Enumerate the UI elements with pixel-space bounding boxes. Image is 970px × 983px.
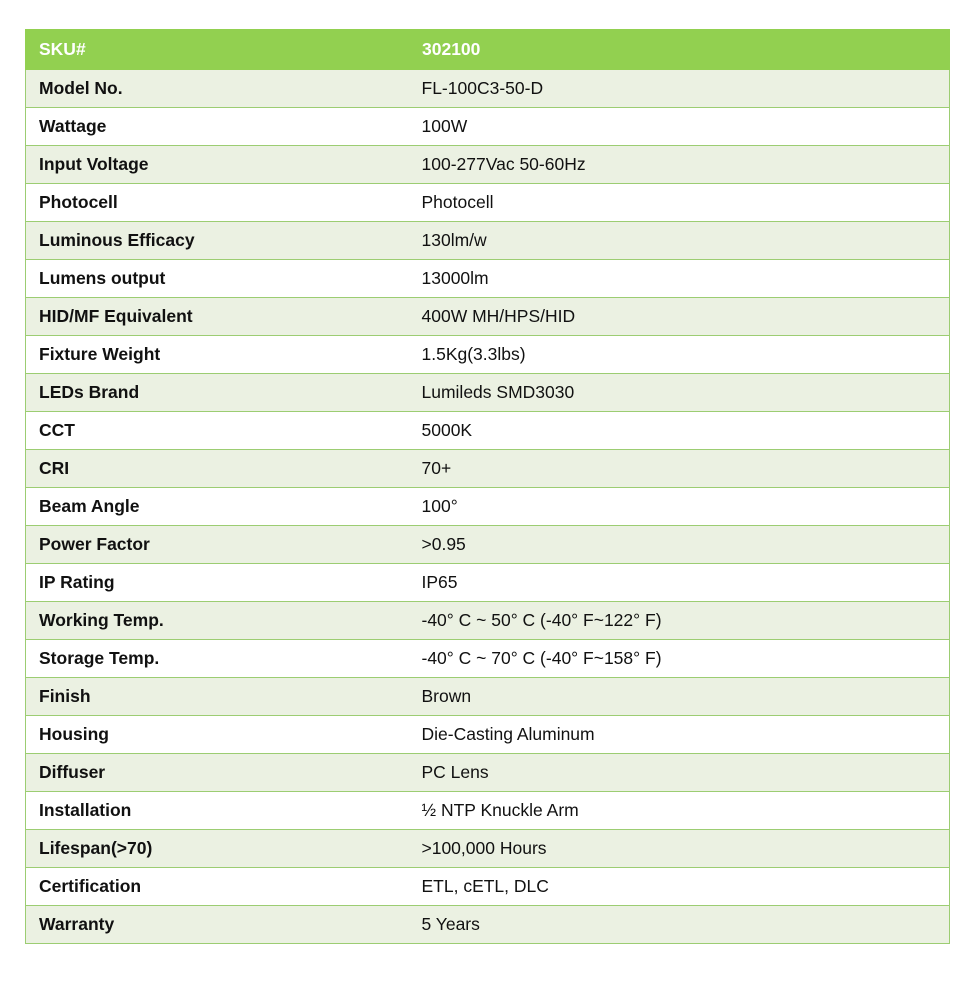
table-row <box>26 602 950 640</box>
spec-label: Wattage <box>26 108 409 146</box>
spec-label: Photocell <box>26 184 409 222</box>
spec-label: Lifespan(>70) <box>26 830 409 868</box>
spec-value: 130lm/w <box>409 222 950 260</box>
spec-label: Model No. <box>26 70 409 108</box>
spec-value: 100W <box>409 108 950 146</box>
spec-value: FL-100C3-50-D <box>409 70 950 108</box>
table-row <box>26 336 950 374</box>
spec-value: 5 Years <box>409 906 950 944</box>
spec-value: IP65 <box>409 564 950 602</box>
table-row <box>26 146 950 184</box>
table-row <box>26 184 950 222</box>
spec-label: Warranty <box>26 906 409 944</box>
spec-label: Input Voltage <box>26 146 409 184</box>
spec-label: Storage Temp. <box>26 640 409 678</box>
spec-value: -40° C ~ 70° C (-40° F~158° F) <box>409 640 950 678</box>
spec-label: Fixture Weight <box>26 336 409 374</box>
spec-body <box>26 70 950 944</box>
table-row <box>26 222 950 260</box>
table-row <box>26 70 950 108</box>
spec-value: 400W MH/HPS/HID <box>409 298 950 336</box>
table-row <box>26 108 950 146</box>
spec-label: IP Rating <box>26 564 409 602</box>
table-row <box>26 488 950 526</box>
table-row <box>26 412 950 450</box>
spec-value: 1.5Kg(3.3lbs) <box>409 336 950 374</box>
spec-label: Installation <box>26 792 409 830</box>
table-row <box>26 754 950 792</box>
table-row <box>26 792 950 830</box>
table-row <box>26 450 950 488</box>
table-row <box>26 868 950 906</box>
spec-value: 100° <box>409 488 950 526</box>
spec-table <box>25 29 950 944</box>
spec-label: CRI <box>26 450 409 488</box>
table-row <box>26 564 950 602</box>
table-row <box>26 640 950 678</box>
spec-label: Lumens output <box>26 260 409 298</box>
spec-label: Beam Angle <box>26 488 409 526</box>
spec-value: Photocell <box>409 184 950 222</box>
spec-label: Power Factor <box>26 526 409 564</box>
spec-value: 100-277Vac 50-60Hz <box>409 146 950 184</box>
table-header-row <box>26 30 950 70</box>
spec-value: -40° C ~ 50° C (-40° F~122° F) <box>409 602 950 640</box>
spec-value: ETL, cETL, DLC <box>409 868 950 906</box>
table-row <box>26 830 950 868</box>
table-row <box>26 716 950 754</box>
table-row <box>26 298 950 336</box>
spec-label: Housing <box>26 716 409 754</box>
spec-value: ½ NTP Knuckle Arm <box>409 792 950 830</box>
table-row <box>26 526 950 564</box>
table-row <box>26 678 950 716</box>
spec-label: Working Temp. <box>26 602 409 640</box>
spec-label: Diffuser <box>26 754 409 792</box>
table-row <box>26 374 950 412</box>
spec-value: >100,000 Hours <box>409 830 950 868</box>
sku-label: SKU# <box>26 30 409 70</box>
spec-value: Brown <box>409 678 950 716</box>
spec-value: Lumileds SMD3030 <box>409 374 950 412</box>
table-row <box>26 260 950 298</box>
sku-value: 302100 <box>409 30 950 70</box>
spec-label: Finish <box>26 678 409 716</box>
spec-label: HID/MF Equivalent <box>26 298 409 336</box>
spec-value: 13000lm <box>409 260 950 298</box>
spec-value: PC Lens <box>409 754 950 792</box>
spec-value: 5000K <box>409 412 950 450</box>
spec-value: Die-Casting Aluminum <box>409 716 950 754</box>
spec-label: CCT <box>26 412 409 450</box>
spec-label: LEDs Brand <box>26 374 409 412</box>
table-row <box>26 906 950 944</box>
spec-value: 70+ <box>409 450 950 488</box>
spec-label: Luminous Efficacy <box>26 222 409 260</box>
spec-label: Certification <box>26 868 409 906</box>
spec-value: >0.95 <box>409 526 950 564</box>
